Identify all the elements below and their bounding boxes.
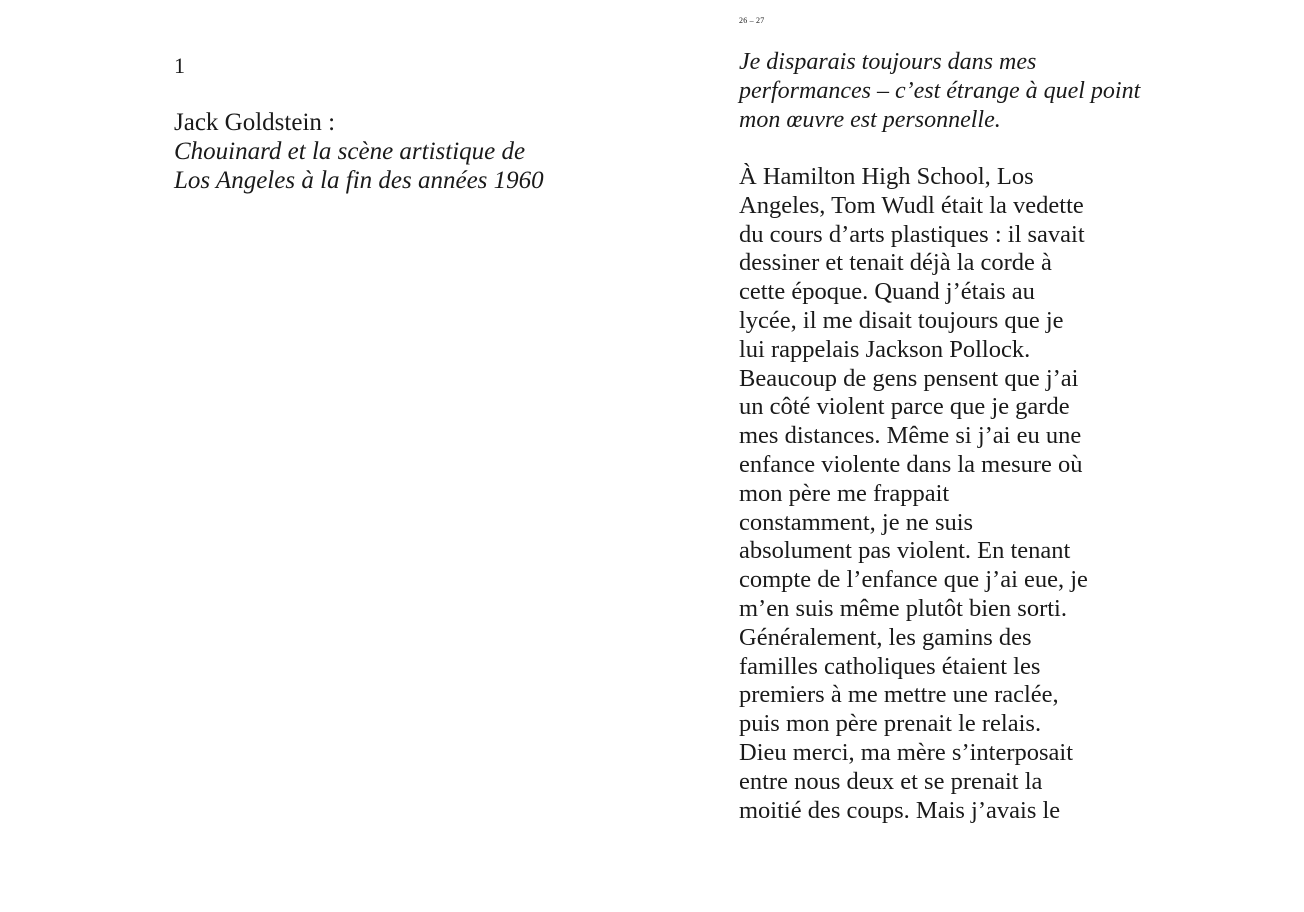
right-page bbox=[652, 0, 1304, 912]
body-line: Dieu merci, ma mère s’interposait bbox=[739, 738, 1074, 766]
body-paragraph bbox=[739, 163, 1159, 825]
body-line: lui rappelais Jackson Pollock. bbox=[739, 335, 1031, 363]
epigraph-line: performances – c’est étrange à quel point bbox=[739, 78, 1141, 104]
body-line: Généralement, les gamins des bbox=[739, 623, 1032, 651]
body-line: premiers à me mettre une raclée, bbox=[739, 681, 1059, 709]
body-line: À Hamilton High School, Los bbox=[739, 163, 1034, 190]
body-line: m’en suis même plutôt bien sorti. bbox=[739, 594, 1067, 622]
body-line: cette époque. Quand j’étais au bbox=[739, 278, 1035, 306]
epigraph bbox=[739, 48, 1139, 135]
body-line: Beaucoup de gens pensent que j’ai bbox=[739, 364, 1079, 392]
body-line: puis mon père prenait le relais. bbox=[739, 710, 1042, 738]
body-line: du cours d’arts plastiques : il savait bbox=[739, 220, 1085, 248]
chapter-subtitle-line: Chouinard et la scène artistique de bbox=[174, 138, 526, 165]
chapter-author: Jack Goldstein : bbox=[174, 109, 336, 136]
chapter-title bbox=[174, 108, 574, 195]
chapter-subtitle-line: Los Angeles à la fin des années 1960 bbox=[174, 167, 544, 194]
body-line: entre nous deux et se prenait la bbox=[739, 767, 1043, 795]
body-line: mon père me frappait bbox=[739, 479, 950, 507]
body-line: moitié des coups. Mais j’avais le bbox=[739, 796, 1061, 824]
page-folio: 26 – 27 bbox=[739, 16, 765, 25]
epigraph-line: mon œuvre est personnelle. bbox=[739, 107, 1001, 133]
body-line: constamment, je ne suis bbox=[739, 508, 974, 536]
body-line: absolument pas violent. En tenant bbox=[739, 537, 1071, 565]
body-line: enfance violente dans la mesure où bbox=[739, 450, 1083, 478]
body-line: dessiner et tenait déjà la corde à bbox=[739, 249, 1052, 277]
body-line: compte de l’enfance que j’ai eue, je bbox=[739, 566, 1088, 594]
body-line: familles catholiques étaient les bbox=[739, 652, 1041, 680]
body-line: un côté violent parce que je garde bbox=[739, 393, 1070, 421]
chapter-number: 1 bbox=[174, 53, 186, 78]
body-line: Angeles, Tom Wudl était la vedette bbox=[739, 191, 1084, 219]
body-line: lycée, il me disait toujours que je bbox=[739, 306, 1064, 334]
body-line: mes distances. Même si j’ai eu une bbox=[739, 422, 1082, 450]
epigraph-line: Je disparais toujours dans mes bbox=[739, 49, 1037, 75]
